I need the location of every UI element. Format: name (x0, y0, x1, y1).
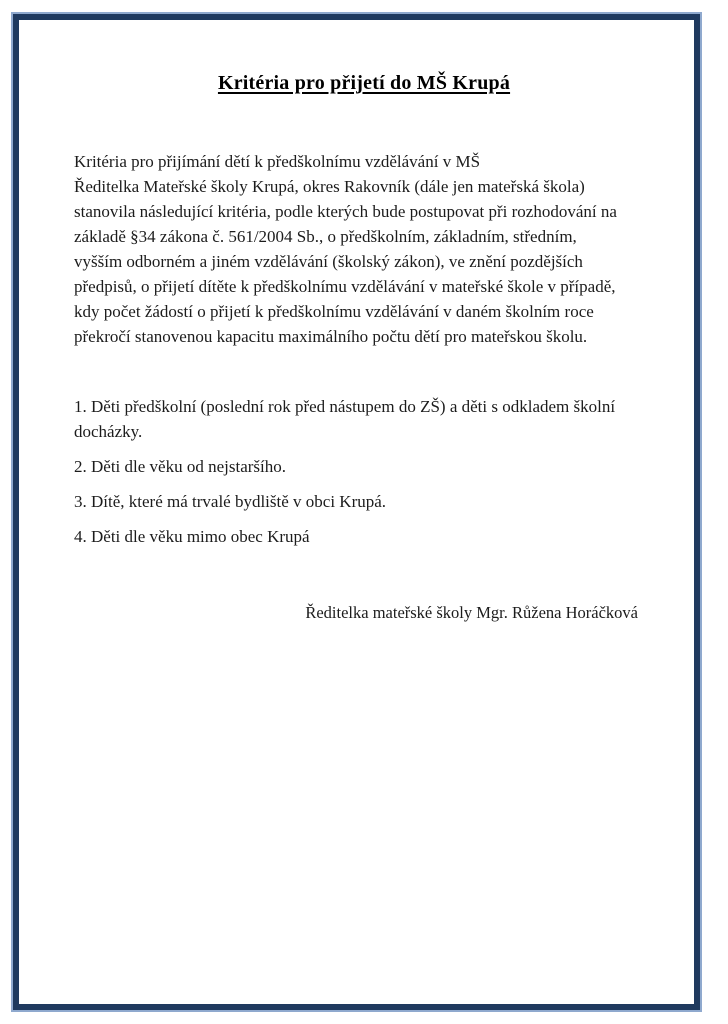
criteria-item-line: 4. Děti dle věku mimo obec Krupá (74, 527, 310, 546)
page-title-text: Kritéria pro přijetí do MŠ Krupá (217, 72, 511, 94)
criteria-item-3 (74, 489, 386, 514)
criteria-item-4 (74, 524, 310, 549)
criteria-item-1 (74, 394, 615, 444)
criteria-item-line: docházky. (74, 422, 143, 441)
intro-line: vyšším odborném a jiném vzdělávání (školský zákon), ve znění pozdějších (74, 252, 583, 271)
criteria-item-line: 3. Dítě, které má trvalé bydliště v obci Krupá. (74, 492, 387, 511)
intro-line: Kritéria pro přijímání dětí k předškolnímu vzdělávání v MŠ (74, 152, 481, 171)
intro-line: stanovila následující kritéria, podle kterých bude postupovat při rozhodování na (74, 202, 617, 221)
intro-paragraph (74, 149, 617, 349)
intro-line: Ředitelka Mateřské školy Krupá, okres Rakovník (dále jen mateřská škola) (74, 177, 585, 196)
intro-line: kdy počet žádostí o přijetí k předškolnímu vzdělávání v daném školním roce (74, 302, 594, 321)
intro-line: překročí stanovenou kapacitu maximálního počtu dětí pro mateřskou školu. (74, 327, 588, 346)
signature-line: Ředitelka mateřské školy Mgr. Růžena Horáčková (305, 603, 638, 622)
criteria-item-line: 1. Děti předškolní (poslední rok před nástupem do ZŠ) a děti s odkladem školní (74, 397, 616, 416)
page-title (0, 72, 728, 95)
intro-line: základě §34 zákona č. 561/2004 Sb., o předškolním, základním, středním, (74, 227, 577, 246)
criteria-item-line: 2. Děti dle věku od nejstaršího. (74, 457, 286, 476)
criteria-item-2 (74, 454, 286, 479)
intro-line: předpisů, o přijetí dítěte k předškolnímu vzdělávání v mateřské škole v případě, (74, 277, 616, 296)
